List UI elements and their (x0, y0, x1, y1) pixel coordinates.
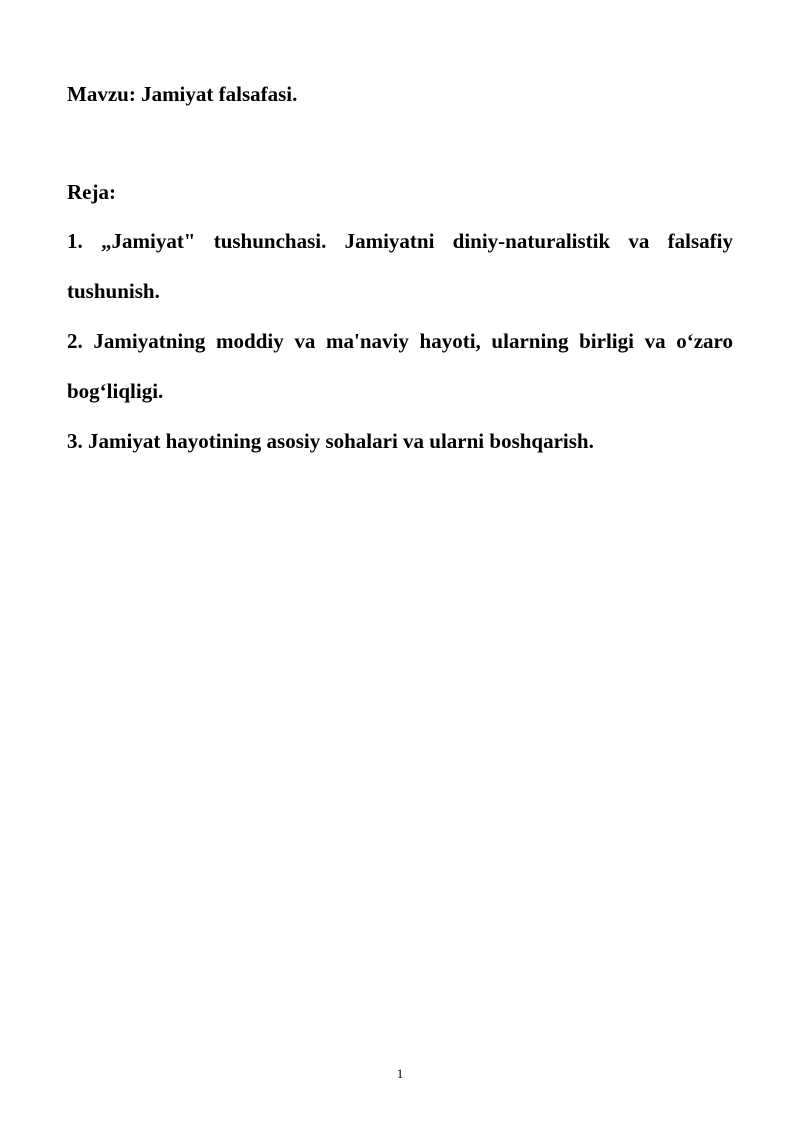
plan-item-2: 2. Jamiyatning moddiy va ma'naviy hayoti, ularning birligi va o‘zaro bog‘liqligi. (67, 329, 733, 403)
plan-heading: Reja: (67, 180, 116, 204)
plan-list (67, 216, 733, 466)
page-number: 1 (396, 1066, 404, 1081)
plan-item-1: 1. „Jamiyat" tushunchasi. Jamiyatni diniy-naturalistik va falsafiy tushunish. (67, 229, 733, 303)
plan-item-3: 3. Jamiyat hayotining asosiy sohalari va ularni boshqarish. (67, 429, 594, 453)
document-title: Mavzu: Jamiyat falsafasi. (67, 82, 298, 106)
